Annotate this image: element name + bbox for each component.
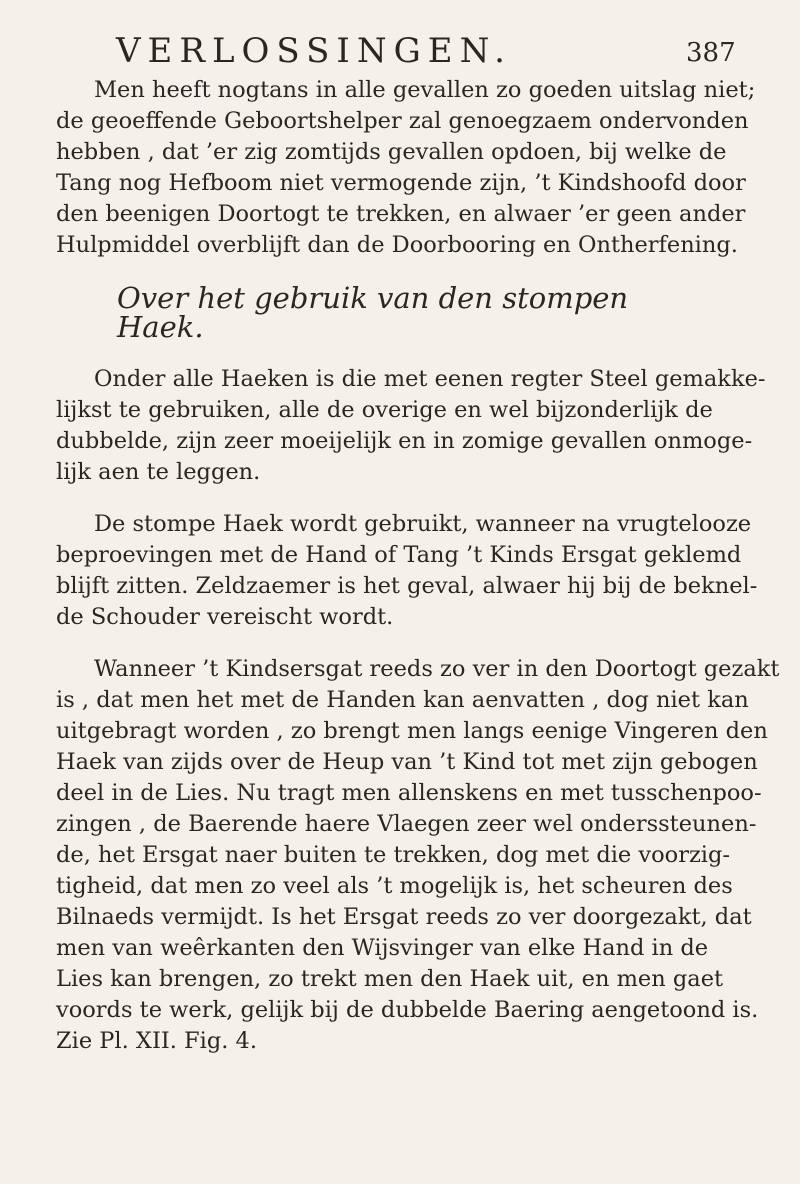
text-line: de Schouder vereischt wordt.: [56, 604, 394, 630]
text-line: blijft zitten. Zeldzaemer is het geval, alwaer hij bij de beknel-: [56, 573, 758, 599]
text-line: Tang nog Hefboom niet vermogende zijn, ’t Kindshoofd door: [56, 170, 746, 196]
paragraph-intro: [56, 75, 756, 261]
text-line: Haek van zijds over de Heup van ’t Kind tot met zijn gebogen: [56, 749, 758, 775]
section-heading: Over het gebruik van den stompen Haek.: [117, 281, 629, 344]
text-line: Hulpmiddel overblijft dan de Doorbooring en Ontherfening.: [56, 232, 738, 258]
text-line: men van weêrkanten den Wijsvinger van elke Hand in de: [56, 935, 709, 961]
text-line: zingen , de Baerende haere Vlaegen zeer wel onderssteunen-: [56, 811, 757, 837]
text-line: Zie Pl. XII. Fig. 4.: [56, 1028, 258, 1054]
text-line: den beenigen Doortogt te trekken, en alwaer ’er geen ander: [56, 201, 746, 227]
text-line: Onder alle Haeken is die met eenen regter Steel gemakke-: [94, 366, 766, 392]
text-line: voords te werk, gelijk bij de dubbelde Baering aengetoond is.: [56, 997, 759, 1023]
text-line: uitgebragt worden , zo brengt men langs eenige Vingeren den: [56, 718, 768, 744]
text-line: Wanneer ’t Kindsersgat reeds zo ver in den Doortogt gezakt: [94, 656, 780, 682]
paragraph-3: [56, 654, 780, 1057]
text-line: De stompe Haek wordt gebruikt, wanneer na vrugtelooze: [94, 511, 752, 537]
text-line: de geoeffende Geboortshelper zal genoegzaem ondervonden: [56, 108, 749, 134]
text-line: de, het Ersgat naer buiten te trekken, dog met die voorzig-: [56, 842, 731, 868]
text-line: tigheid, dat men zo veel als ’t mogelijk is, het scheuren des: [56, 873, 733, 899]
text-line: hebben , dat ’er zig zomtijds gevallen opdoen, bij welke de: [56, 139, 727, 165]
text-line: Men heeft nogtans in alle gevallen zo goeden uitslag niet;: [94, 77, 756, 103]
paragraph-2: [56, 509, 758, 633]
text-line: lijk aen te leggen.: [56, 459, 261, 485]
text-line: deel in de Lies. Nu tragt men allenskens en met tusschenpoo-: [56, 780, 762, 806]
running-title: VERLOSSINGEN.: [116, 31, 512, 71]
paragraph-1: [56, 364, 766, 488]
text-line: dubbelde, zijn zeer moeijelijk en in zomige gevallen onmoge-: [56, 428, 753, 454]
text-line: Lies kan brengen, zo trekt men den Haek uit, en men gaet: [56, 966, 724, 992]
text-line: is , dat men het met de Handen kan aenvatten , dog niet kan: [56, 687, 749, 713]
page-number: 387: [686, 38, 736, 68]
text-line: beproevingen met de Hand of Tang ’t Kinds Ersgat geklemd: [56, 542, 742, 568]
text-line: lijkst te gebruiken, alle de overige en wel bijzonderlijk de: [56, 397, 713, 423]
text-line: Bilnaeds vermijdt. Is het Ersgat reeds zo ver doorgezakt, dat: [56, 904, 752, 930]
